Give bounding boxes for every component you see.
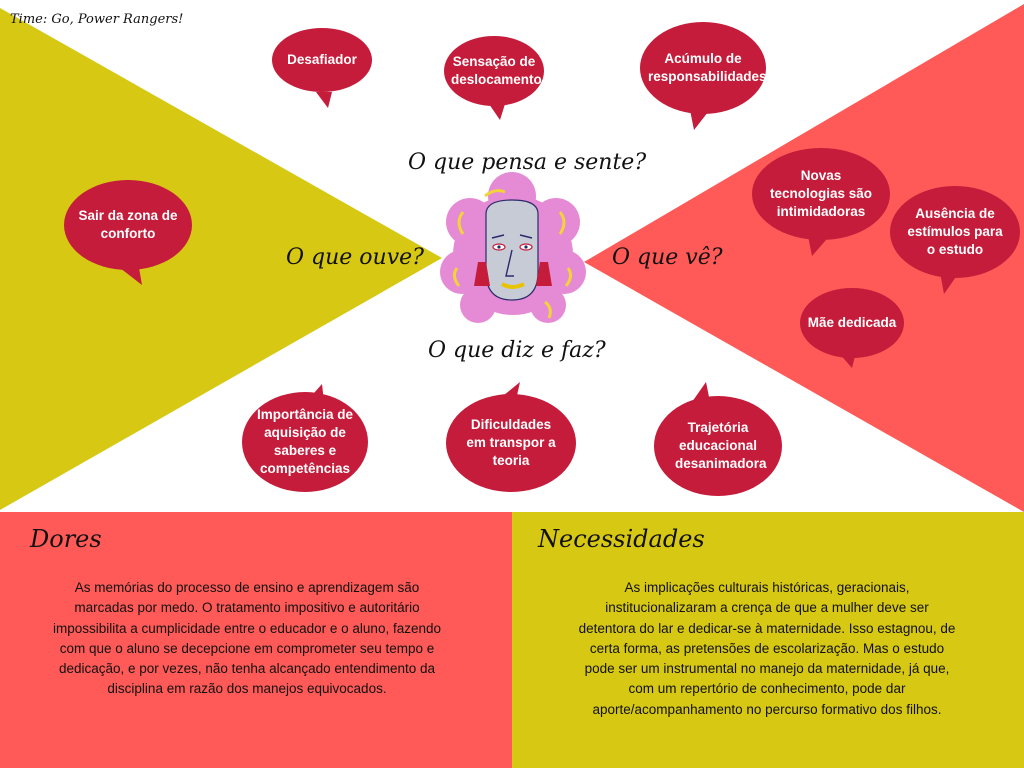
team-name: Time: Go, Power Rangers! (10, 12, 184, 27)
necessidades-title: Necessidades (538, 525, 705, 553)
bubble-text: Trajetória educacional desanimadora (675, 419, 767, 472)
bubble-dificuldades (446, 394, 576, 492)
bubble-text: Sair da zona de conforto (78, 207, 178, 241)
bubble-zona (64, 180, 192, 270)
bubble-importancia (242, 392, 368, 492)
persona-face-icon (440, 172, 586, 323)
bubble-text: Dificuldades em transpor a teoria (466, 416, 556, 469)
bubble-text: Ausência de estímulos para o estudo (907, 205, 1003, 258)
bubble-text: Acúmulo de responsabilidades (648, 50, 767, 84)
section-hears-label: O que ouve? (286, 245, 424, 270)
bubble-text: Importância de aquisição de saberes e competências (256, 406, 354, 477)
bubble-text: Desafiador (287, 51, 357, 67)
necessidades-text: As implicações culturais históricas, geracionais, institucionalizaram a crença de que a mulher deve ser detentora do lar e dedicar-se à maternidade. Isso estagnou, de certa forma, as pretensões de escolarização. Mas o estudo pode ser um instrumental no manejo da maternidade, já que, com um repertório de conhecimento, pode dar aporte/acompanhamento no percurso formativo dos filhos. (578, 580, 956, 717)
bubble-desafiador (272, 28, 372, 92)
bubble-acumulo (640, 22, 766, 114)
section-thinks-label: O que pensa e sente? (408, 150, 647, 175)
bubble-mae (800, 288, 904, 358)
section-says-label: O que diz e faz? (428, 338, 606, 363)
section-sees-label: O que vê? (612, 245, 723, 270)
bubble-trajetoria (654, 396, 782, 496)
dores-title: Dores (30, 525, 102, 553)
bubble-text: Novas tecnologias são intimidadoras (769, 167, 873, 220)
bubble-text: Mãe dedicada (807, 314, 897, 330)
dores-text: As memórias do processo de ensino e aprendizagem são marcadas por medo. O tratamento impositivo e autoritário impossibilita a cumplicidade entre o educador e o aluno, fazendo com que o aluno se decepcione em comprometer seu tempo e dedicação, e por vezes, não tenha alcançado entendimento da disciplina em razão dos manejos equivocados. (53, 580, 441, 697)
bubble-ausencia (890, 186, 1020, 278)
bubble-sensacao (444, 36, 544, 106)
bubble-text: Sensação de deslocamento (451, 53, 542, 87)
bubble-novas (752, 148, 890, 240)
